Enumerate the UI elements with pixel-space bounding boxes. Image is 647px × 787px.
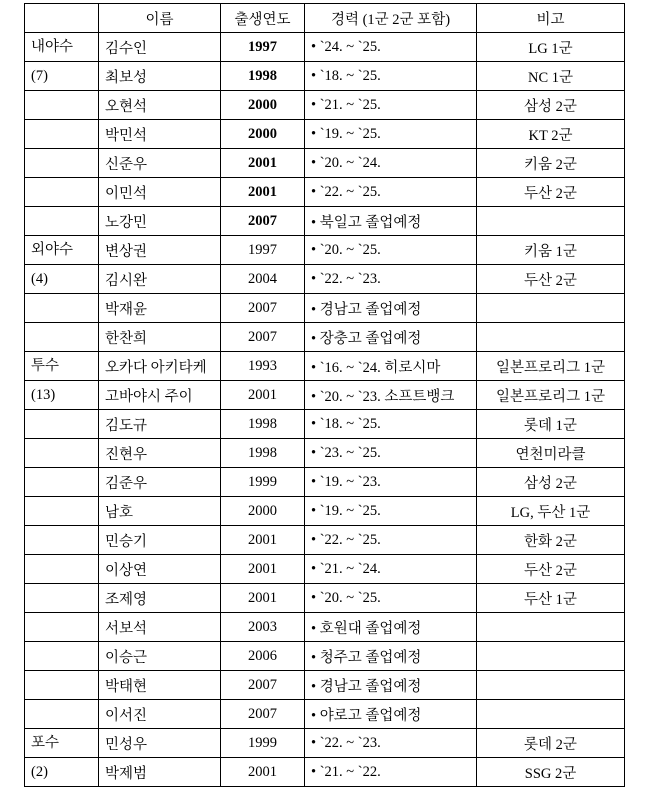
birth-year-cell: 1997 (221, 33, 305, 62)
note-cell: 두산 2군 (477, 265, 625, 294)
table-row (25, 33, 625, 62)
career-cell: • `20. ~ `23. 소프트뱅크 (305, 381, 477, 410)
career-cell: • 호원대 졸업예정 (305, 613, 477, 642)
position-group-cell (25, 642, 99, 671)
birth-year-cell: 2004 (221, 265, 305, 294)
note-cell: 삼성 2군 (477, 468, 625, 497)
position-group-cell (25, 758, 99, 787)
career-cell: • `22. ~ `25. (305, 526, 477, 555)
birth-year-cell: 2007 (221, 207, 305, 236)
table-row (25, 236, 625, 265)
note-cell: 키움 1군 (477, 236, 625, 265)
table-row (25, 120, 625, 149)
table-row (25, 207, 625, 236)
roster-table (24, 3, 625, 787)
position-group-cell (25, 613, 99, 642)
birth-year-cell: 2001 (221, 526, 305, 555)
player-name-cell: 남호 (99, 497, 221, 526)
note-cell: 연천미라클 (477, 439, 625, 468)
column-header-3: 경력 (1군 2군 포함) (305, 4, 477, 33)
birth-year-cell: 2001 (221, 149, 305, 178)
table-header-row (25, 4, 625, 33)
career-cell: • `21. ~ `22. (305, 758, 477, 787)
career-cell: • 북일고 졸업예정 (305, 207, 477, 236)
birth-year-cell: 2003 (221, 613, 305, 642)
table-row (25, 758, 625, 787)
note-cell: KT 2군 (477, 120, 625, 149)
position-group-cell (25, 555, 99, 584)
player-name-cell: 민성우 (99, 729, 221, 758)
table-row (25, 700, 625, 729)
position-group-cell (25, 497, 99, 526)
position-group-label: 외야수 (31, 241, 74, 258)
column-header-2: 출생연도 (221, 4, 305, 33)
career-cell: • `23. ~ `25. (305, 439, 477, 468)
player-name-cell: 조제영 (99, 584, 221, 613)
player-name-cell: 이서진 (99, 700, 221, 729)
table-row (25, 468, 625, 497)
note-cell: 한화 2군 (477, 526, 625, 555)
table-row (25, 671, 625, 700)
position-group-cell (25, 265, 99, 294)
birth-year-cell: 2007 (221, 294, 305, 323)
note-cell (477, 207, 625, 236)
position-group-cell (25, 120, 99, 149)
birth-year-cell: 2001 (221, 555, 305, 584)
column-header-4: 비고 (477, 4, 625, 33)
table-row (25, 352, 625, 381)
table-row (25, 323, 625, 352)
note-cell (477, 671, 625, 700)
birth-year-cell: 2007 (221, 700, 305, 729)
career-cell: • `19. ~ `23. (305, 468, 477, 497)
position-group-cell (25, 62, 99, 91)
birth-year-cell: 2007 (221, 323, 305, 352)
career-cell: • `22. ~ `23. (305, 729, 477, 758)
note-cell: 키움 2군 (477, 149, 625, 178)
note-cell (477, 700, 625, 729)
position-group-cell (25, 149, 99, 178)
document-page (0, 3, 647, 786)
note-cell: 삼성 2군 (477, 91, 625, 120)
note-cell: 롯데 2군 (477, 729, 625, 758)
career-cell: • `20. ~ `24. (305, 149, 477, 178)
table-row (25, 381, 625, 410)
birth-year-cell: 2000 (221, 120, 305, 149)
position-group-label: 투수 (31, 357, 60, 374)
table-row (25, 497, 625, 526)
birth-year-cell: 1997 (221, 236, 305, 265)
career-cell: • 야로고 졸업예정 (305, 700, 477, 729)
position-group-label: 내야수 (31, 38, 74, 55)
note-cell (477, 613, 625, 642)
career-cell: • `18. ~ `25. (305, 410, 477, 439)
table-row (25, 555, 625, 584)
birth-year-cell: 1998 (221, 439, 305, 468)
career-cell: • 청주고 졸업예정 (305, 642, 477, 671)
birth-year-cell: 2001 (221, 584, 305, 613)
table-row (25, 584, 625, 613)
player-name-cell: 이승근 (99, 642, 221, 671)
position-group-cell (25, 671, 99, 700)
position-group-cell (25, 323, 99, 352)
note-cell (477, 323, 625, 352)
note-cell (477, 642, 625, 671)
position-group-cell (25, 729, 99, 758)
position-group-cell (25, 236, 99, 265)
career-cell: • 경남고 졸업예정 (305, 671, 477, 700)
note-cell: LG, 두산 1군 (477, 497, 625, 526)
table-row (25, 91, 625, 120)
position-group-cell (25, 584, 99, 613)
column-header-1: 이름 (99, 4, 221, 33)
note-cell: 일본프로리그 1군 (477, 352, 625, 381)
note-cell: 두산 1군 (477, 584, 625, 613)
birth-year-cell: 1998 (221, 410, 305, 439)
note-cell: 두산 2군 (477, 178, 625, 207)
table-row (25, 149, 625, 178)
note-cell: 롯데 1군 (477, 410, 625, 439)
position-group-cell (25, 381, 99, 410)
column-header-0 (25, 4, 99, 33)
player-name-cell: 김시완 (99, 265, 221, 294)
player-name-cell: 한찬희 (99, 323, 221, 352)
career-cell: • `22. ~ `25. (305, 178, 477, 207)
player-name-cell: 김도규 (99, 410, 221, 439)
birth-year-cell: 1999 (221, 468, 305, 497)
player-name-cell: 이민석 (99, 178, 221, 207)
note-cell: LG 1군 (477, 33, 625, 62)
position-group-cell (25, 33, 99, 62)
player-name-cell: 진현우 (99, 439, 221, 468)
position-group-cell (25, 294, 99, 323)
player-name-cell: 변상권 (99, 236, 221, 265)
player-name-cell: 노강민 (99, 207, 221, 236)
table-row (25, 613, 625, 642)
position-group-label: 포수 (31, 734, 60, 751)
career-cell: • `21. ~ `25. (305, 91, 477, 120)
birth-year-cell: 2000 (221, 497, 305, 526)
position-group-count: (13) (31, 386, 56, 403)
player-name-cell: 서보석 (99, 613, 221, 642)
position-group-cell (25, 352, 99, 381)
career-cell: • `22. ~ `23. (305, 265, 477, 294)
table-row (25, 294, 625, 323)
position-group-cell (25, 468, 99, 497)
career-cell: • 장충고 졸업예정 (305, 323, 477, 352)
birth-year-cell: 2000 (221, 91, 305, 120)
player-name-cell: 최보성 (99, 62, 221, 91)
career-cell: • 경남고 졸업예정 (305, 294, 477, 323)
career-cell: • `16. ~ `24. 히로시마 (305, 352, 477, 381)
career-cell: • `19. ~ `25. (305, 497, 477, 526)
player-name-cell: 박태현 (99, 671, 221, 700)
player-name-cell: 오현석 (99, 91, 221, 120)
player-name-cell: 오카다 아키타케 (99, 352, 221, 381)
player-name-cell: 김준우 (99, 468, 221, 497)
career-cell: • `19. ~ `25. (305, 120, 477, 149)
career-cell: • `20. ~ `25. (305, 584, 477, 613)
table-row (25, 439, 625, 468)
player-name-cell: 박민석 (99, 120, 221, 149)
birth-year-cell: 1998 (221, 62, 305, 91)
note-cell: 두산 2군 (477, 555, 625, 584)
table-row (25, 178, 625, 207)
position-group-count: (2) (31, 763, 48, 780)
player-name-cell: 김수인 (99, 33, 221, 62)
position-group-cell (25, 439, 99, 468)
player-name-cell: 신준우 (99, 149, 221, 178)
player-name-cell: 박제범 (99, 758, 221, 787)
table-row (25, 62, 625, 91)
note-cell: 일본프로리그 1군 (477, 381, 625, 410)
position-group-cell (25, 91, 99, 120)
birth-year-cell: 2006 (221, 642, 305, 671)
position-group-count: (4) (31, 270, 48, 287)
career-cell: • `20. ~ `25. (305, 236, 477, 265)
career-cell: • `18. ~ `25. (305, 62, 477, 91)
position-group-cell (25, 700, 99, 729)
position-group-count: (7) (31, 67, 48, 84)
table-row (25, 265, 625, 294)
position-group-cell (25, 526, 99, 555)
table-row (25, 729, 625, 758)
player-name-cell: 이상연 (99, 555, 221, 584)
position-group-cell (25, 410, 99, 439)
player-name-cell: 박재윤 (99, 294, 221, 323)
birth-year-cell: 1993 (221, 352, 305, 381)
birth-year-cell: 2001 (221, 381, 305, 410)
career-cell: • `21. ~ `24. (305, 555, 477, 584)
note-cell (477, 294, 625, 323)
note-cell: SSG 2군 (477, 758, 625, 787)
player-name-cell: 민승기 (99, 526, 221, 555)
table-row (25, 526, 625, 555)
career-cell: • `24. ~ `25. (305, 33, 477, 62)
birth-year-cell: 1999 (221, 729, 305, 758)
note-cell: NC 1군 (477, 62, 625, 91)
position-group-cell (25, 178, 99, 207)
player-name-cell: 고바야시 주이 (99, 381, 221, 410)
birth-year-cell: 2007 (221, 671, 305, 700)
birth-year-cell: 2001 (221, 178, 305, 207)
table-row (25, 642, 625, 671)
table-row (25, 410, 625, 439)
birth-year-cell: 2001 (221, 758, 305, 787)
position-group-cell (25, 207, 99, 236)
